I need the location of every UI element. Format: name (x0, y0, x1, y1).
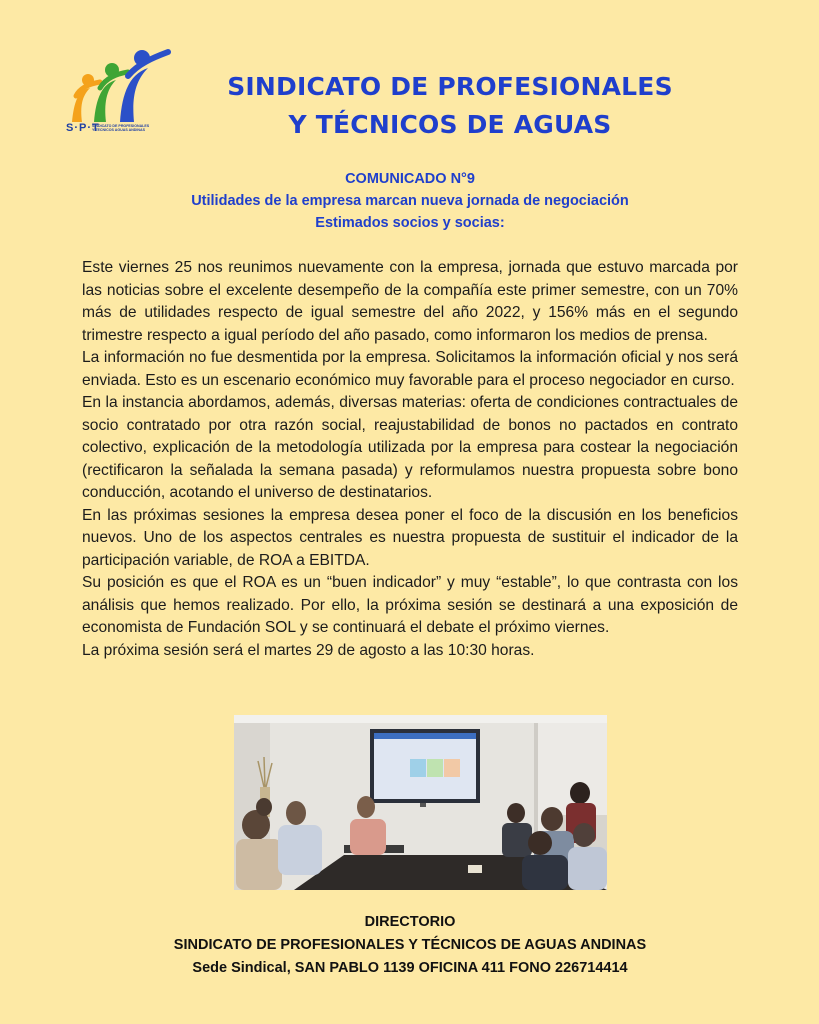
body-paragraph: En la instancia abordamos, además, diversas materias: oferta de condiciones contractuales de socio contratado por otra razón social, reajustabilidad de bonos no pactados en contrato colectivo, explicación de la metodología utilizada por la empresa para costear la negociación (rectificaron la señalada la semana pasada) y reformulamos nuestra propuesta sobre bono conducción, acotando el universo de destinatarios. (82, 394, 738, 501)
announcement-subject: Utilidades de la empresa marcan nueva jornada de negociación (191, 193, 629, 209)
body-paragraph: Este viernes 25 nos reunimos nuevamente con la empresa, jornada que estuvo marcada por las noticias sobre el excelente desempeño de la compañía este primer semestre, con un 70% más de utilidades respecto de igual semestre del año 2022, y 156% más en el segundo trimestre respecto a igual período del año pasado, como informaron los medios de prensa. (82, 259, 738, 344)
body-paragraph: Su posición es que el ROA es un “buen indicador” y muy “estable”, lo que contrasta con los análisis que hemos realizado. Por ello, la próxima sesión se destinará a una exposición de economista de Fundación SOL y se continuará el debate el próximo viernes. (82, 574, 738, 636)
footer-union-name: SINDICATO DE PROFESIONALES Y TÉCNICOS DE AGUAS ANDINAS (173, 937, 647, 953)
footer-address: Sede Sindical, SAN PABLO 1139 OFICINA 411 FONO 226714414 (192, 960, 628, 976)
body-paragraph: La próxima sesión será el martes 29 de agosto a las 10:30 horas. (82, 641, 535, 659)
announcement-heading (60, 168, 760, 234)
footer-directorio: DIRECTORIO (364, 914, 456, 930)
logo-acronym: S·P·T (66, 122, 100, 134)
body-paragraph: En las próximas sesiones la empresa desea poner el foco de la discusión en los beneficios nuevos. Uno de los aspectos centrales es nuestra propuesta de sustituir el indicador de la participación variable, de ROA a EBITDA. (82, 506, 738, 569)
announcement-number: COMUNICADO N°9 (345, 171, 475, 187)
union-logo (64, 44, 176, 144)
announcement-greeting: Estimados socios y socias: (315, 215, 505, 231)
meeting-photo (234, 715, 607, 890)
union-logo-people-icon (64, 44, 176, 124)
organization-title (190, 68, 710, 144)
body-paragraph: La información no fue desmentida por la empresa. Solicitamos la información oficial y nos será enviada. Esto es un escenario económico muy favorable para el proceso negociador en curso. (82, 349, 738, 389)
organization-title-line-1: SINDICATO DE PROFESIONALES (227, 72, 673, 101)
logo-subtitle: SINDICATO DE PROFESIONALES Y TECNICOS AGUAS ANDINAS (92, 124, 150, 133)
header (60, 40, 760, 150)
announcement-body (82, 257, 738, 662)
signature-footer (60, 911, 760, 980)
organization-title-line-2: Y TÉCNICOS DE AGUAS (288, 110, 612, 139)
meeting-photo-illustration (234, 715, 607, 890)
